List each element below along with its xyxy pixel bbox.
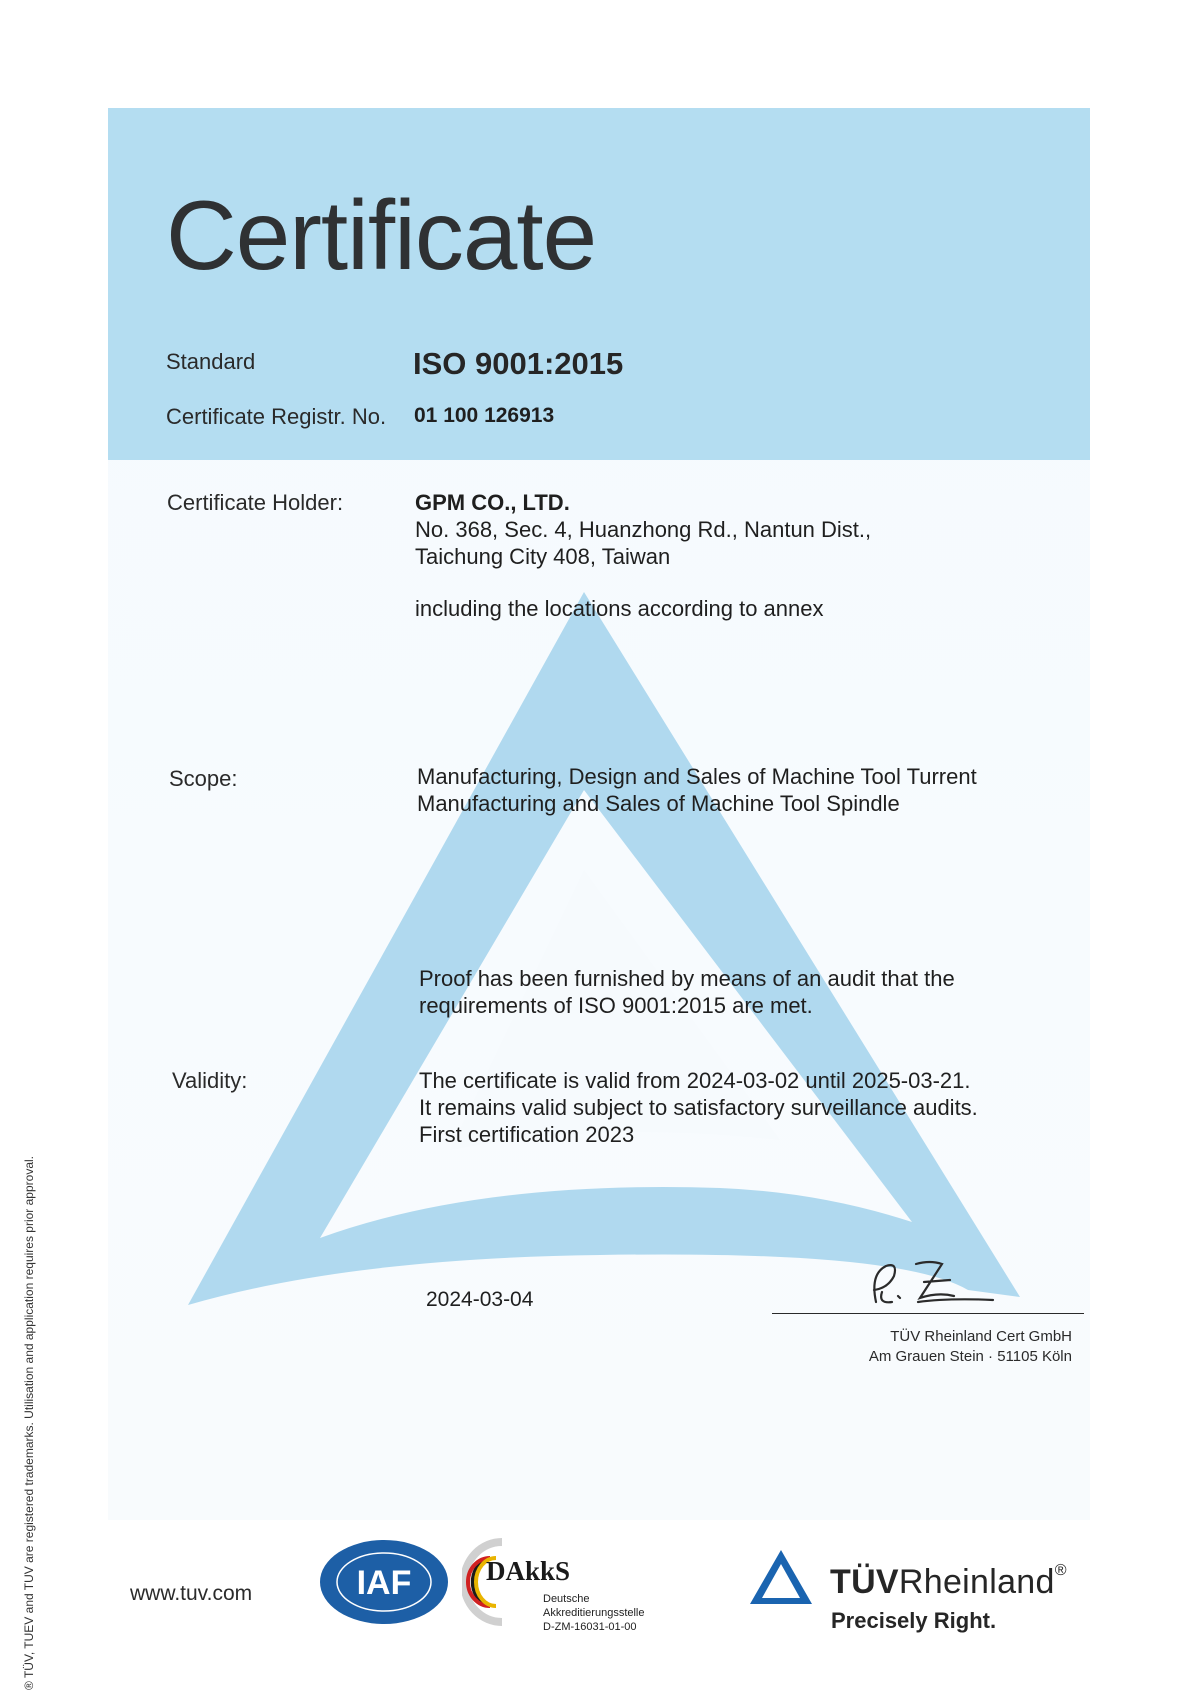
dakks-text <box>543 1592 673 1634</box>
locations-note: including the locations according to annex <box>415 596 824 621</box>
issuer-name: TÜV Rheinland Cert GmbH <box>890 1328 1072 1345</box>
dakks-id: D-ZM-16031-01-00 <box>543 1621 637 1633</box>
page-title: Certificate <box>166 180 597 290</box>
holder-address-line1: No. 368, Sec. 4, Huanzhong Rd., Nantun Dist., <box>415 517 872 542</box>
tuv-brand-rest: Rheinland <box>898 1563 1055 1601</box>
validity-line1: The certificate is valid from 2024-03-02 until 2025-03-21. <box>419 1068 971 1093</box>
validity-label: Validity: <box>172 1068 248 1093</box>
dakks-name: DAkkS <box>486 1556 571 1586</box>
tuv-brand-bold: TÜV <box>830 1563 899 1601</box>
scope-line1: Manufacturing, Design and Sales of Machine Tool Turrent <box>417 764 977 789</box>
holder-address-line2: Taichung City 408, Taiwan <box>415 544 671 569</box>
scope-label: Scope: <box>169 766 238 791</box>
regno-value: 01 100 126913 <box>414 404 555 427</box>
dakks-line2: Akkreditierungsstelle <box>543 1607 645 1619</box>
regno-label: Certificate Registr. No. <box>166 404 387 429</box>
iaf-text: IAF <box>356 1564 412 1602</box>
proof-line1: Proof has been furnished by means of an audit that the <box>419 966 955 991</box>
validity-line3: First certification 2023 <box>419 1122 635 1147</box>
tuv-tagline: Precisely Right. <box>831 1608 997 1633</box>
holder-name: GPM CO., LTD. <box>415 490 570 515</box>
tuv-brand-reg: ® <box>1054 1561 1067 1579</box>
proof-line2: requirements of ISO 9001:2015 are met. <box>419 993 813 1018</box>
standard-value: ISO 9001:2015 <box>413 346 624 381</box>
issue-date: 2024-03-04 <box>426 1288 534 1311</box>
standard-label: Standard <box>166 349 256 374</box>
signature-line <box>772 1313 1084 1314</box>
tuv-triangle-icon <box>748 1548 814 1606</box>
holder-label: Certificate Holder: <box>167 490 344 515</box>
trademark-note: ® TÜV, TUEV and TUV are registered trademarks. Utilisation and application requires prior approval. <box>22 1156 36 1690</box>
signature <box>858 1252 1008 1316</box>
issuer-address: Am Grauen Stein · 51105 Köln <box>868 1348 1072 1365</box>
tuv-brand <box>830 1563 1067 1602</box>
scope-line2: Manufacturing and Sales of Machine Tool Spindle <box>417 791 900 816</box>
validity-line2: It remains valid subject to satisfactory surveillance audits. <box>419 1095 978 1120</box>
dakks-line1: Deutsche <box>543 1593 590 1605</box>
website-link[interactable]: www.tuv.com <box>130 1582 253 1605</box>
iaf-seal <box>318 1538 450 1626</box>
